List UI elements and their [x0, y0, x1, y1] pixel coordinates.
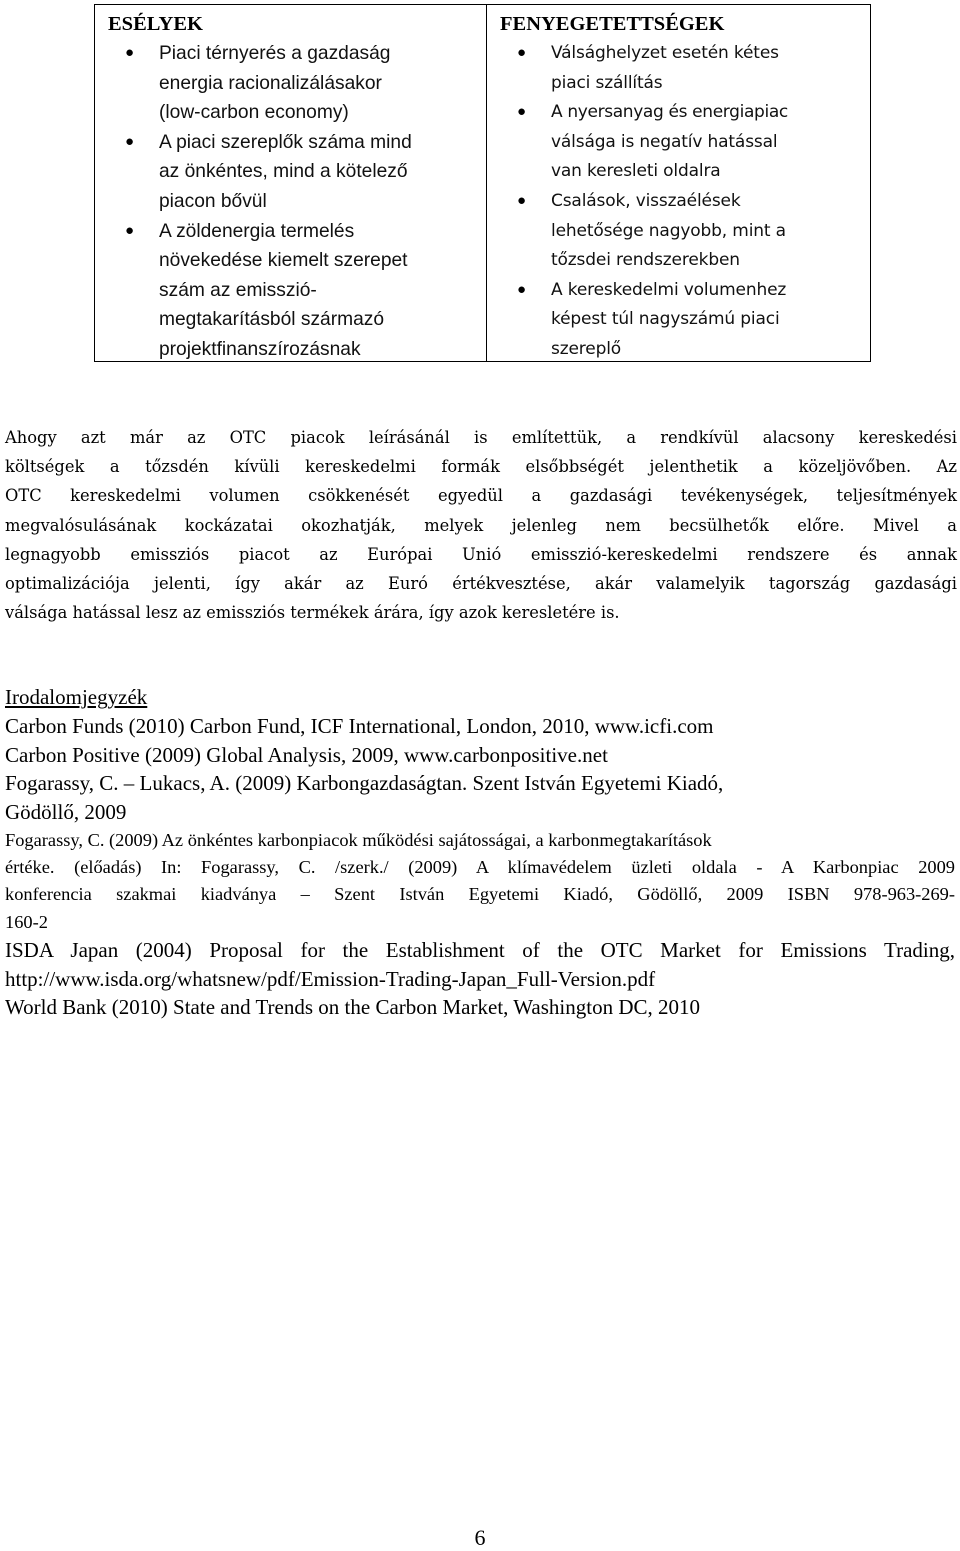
opportunities-title: ESÉLYEK	[108, 13, 203, 35]
threats-title: FENYEGETETTSÉGEK	[500, 13, 725, 35]
list-item-line: piaci szállítás	[551, 72, 663, 93]
list-item-line: Válsághelyzet esetén kétes	[551, 43, 779, 63]
list-item-line: Csalások, visszaélések	[551, 190, 741, 211]
paragraph-line: legnagyobb emissziós piacot az Európai Unió emisszió-kereskedelmi rendszere és annak	[5, 544, 957, 564]
reference-isda-url: http://www.isda.org/whatsnew/pdf/Emission-Trading-Japan_Full-Version.pdf	[5, 966, 656, 991]
opportunities-cell	[95, 5, 487, 361]
paragraph-line: Ahogy azt már az OTC piacok leírásánál is említettük, a rendkívül alacsony kereskedési	[5, 428, 957, 447]
list-item-line: piacon bővül	[159, 190, 267, 212]
list-item	[500, 276, 862, 365]
list-item	[500, 98, 862, 187]
bullet-icon: ●	[517, 104, 527, 121]
reference-fogarassy-2009-cont: 160-2	[5, 911, 48, 932]
bullet-icon: ●	[125, 45, 135, 61]
reference-fogarassy-lukacs-cont: Gödöllő, 2009	[5, 800, 127, 825]
bullet-icon: ●	[125, 222, 135, 239]
paragraph-line: OTC kereskedelmi volumen csökkenését egyedül a gazdasági tevékenységek, teljesítmények	[5, 486, 957, 506]
opportunities-list	[108, 39, 478, 365]
list-item-line: A kereskedelmi volumenhez	[551, 279, 787, 300]
list-item-line: tőzsdei rendszerekben	[551, 250, 740, 271]
list-item-line: (low-carbon economy)	[159, 102, 349, 124]
list-item	[108, 128, 478, 217]
list-item-line: képest túl nagyszámú piaci	[551, 309, 780, 330]
list-item-line: A piaci szereplők száma mind	[159, 131, 412, 153]
body-paragraph	[5, 423, 957, 627]
list-item-line: lehetősége nagyobb, mint a	[551, 220, 786, 241]
page-number: 6	[474, 1525, 486, 1550]
reference-world-bank: World Bank (2010) State and Trends on the Carbon Market, Washington DC, 2010	[5, 995, 700, 1020]
reference-carbon-funds: Carbon Funds (2010) Carbon Fund, ICF International, London, 2010, www.icfi.com	[5, 714, 714, 738]
list-item-line: válsága is negatív hatással	[551, 131, 778, 152]
reference-carbon-positive: Carbon Positive (2009) Global Analysis, 2009, www.carbonpositive.net	[5, 742, 608, 767]
paragraph-line: válsága hatással lesz az emissziós termékek árára, így azok keresletére is.	[5, 603, 620, 623]
references-section	[5, 683, 955, 1022]
list-item	[108, 39, 478, 128]
paragraph-line: költségek a tőzsdén kívüli kereskedelmi formák elsőbbségét jelenthetik a közeljövőben. Az	[5, 457, 957, 477]
bullet-icon: ●	[517, 281, 527, 298]
list-item	[500, 39, 862, 98]
list-item	[108, 217, 478, 365]
reference-fogarassy-2009-cont: konferencia szakmai kiadványa – Szent István Egyetemi Kiadó, Gödöllő, 2009 ISBN 978-963-269-	[5, 884, 955, 905]
threats-list	[500, 39, 862, 365]
list-item-line: növekedése kiemelt szerepet	[159, 250, 408, 272]
list-item	[500, 187, 862, 276]
list-item-line: projektfinanszírozásnak	[159, 338, 361, 360]
references-title: Irodalomjegyzék	[5, 685, 148, 709]
reference-fogarassy-lukacs: Fogarassy, C. – Lukacs, A. (2009) Karbongazdaságtan. Szent István Egyetemi Kiadó,	[5, 771, 724, 796]
bullet-icon: ●	[517, 192, 527, 209]
list-item-line: A zöldenergia termelés	[159, 220, 355, 242]
list-item-line: megtakarításból származó	[159, 309, 385, 331]
bullet-icon: ●	[517, 45, 527, 61]
swot-table	[94, 4, 871, 362]
list-item-line: van keresleti oldalra	[551, 161, 721, 182]
threats-cell	[487, 5, 870, 361]
reference-fogarassy-2009-cont: értéke. (előadás) In: Fogarassy, C. /szerk./ (2009) A klímavédelem üzleti oldala - A Karbonpiac 2009	[5, 857, 955, 878]
list-item-line: szereplő	[551, 338, 622, 359]
list-item-line: A nyersanyag és energiapiac	[551, 102, 788, 123]
paragraph-line: optimalizációja jelenti, így akár az Euró értékvesztése, akár valamelyik tagország gazdasági	[5, 574, 957, 594]
list-item-line: szám az emisszió-	[159, 279, 317, 301]
bullet-icon: ●	[125, 133, 135, 150]
reference-fogarassy-2009: Fogarassy, C. (2009) Az önkéntes karbonpiacok működési sajátosságai, a karbonmegtakarítások	[5, 829, 712, 850]
list-item-line: energia racionalizálásakor	[159, 72, 382, 94]
list-item-line: az önkéntes, mind a kötelező	[159, 161, 408, 183]
paragraph-line: megvalósulásának kockázatai okozhatják, melyek jelenleg nem becsülhetők előre. Mivel a	[5, 515, 957, 535]
list-item-line: Piaci térnyerés a gazdaság	[159, 43, 391, 64]
reference-isda: ISDA Japan (2004) Proposal for the Establishment of the OTC Market for Emissions Trading,	[5, 938, 955, 962]
